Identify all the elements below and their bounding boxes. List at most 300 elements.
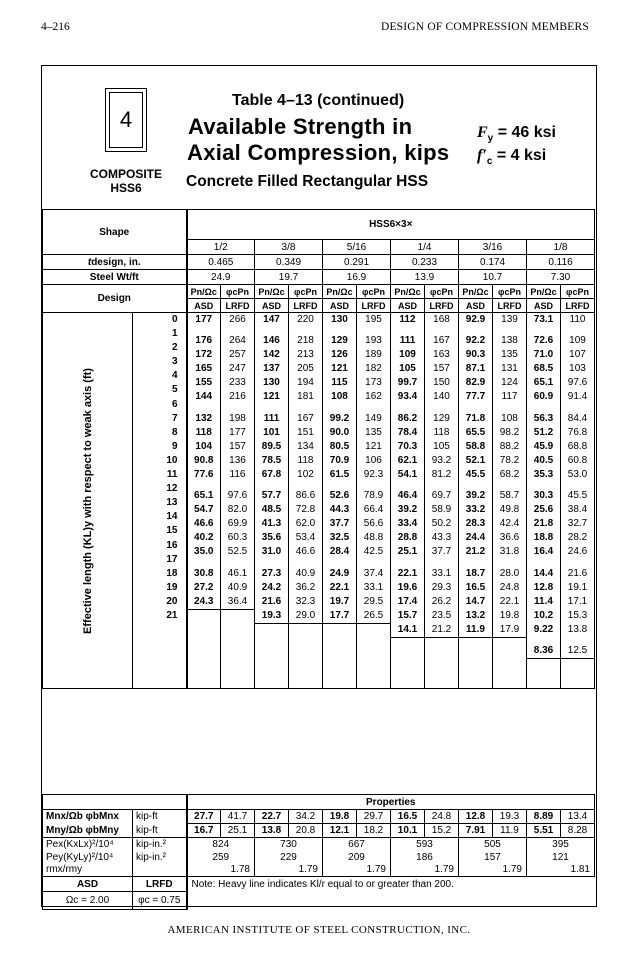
table-cell: 68.2 [499, 468, 520, 480]
table-cell: 67.8 [261, 468, 282, 480]
table-cell [323, 624, 356, 638]
table-cell: 84.4 [567, 412, 588, 424]
table-cell: 21.2 [465, 546, 486, 558]
table-cell: 173 [365, 377, 382, 389]
pn-omega-header: Pn/Ωc [459, 285, 493, 299]
table-cell: 103 [569, 363, 586, 375]
table-cell: 101 [263, 426, 280, 438]
pn-omega-header: Pn/Ωc [255, 285, 289, 299]
table-cell: 72.8 [295, 504, 316, 516]
table-cell: 56.3 [533, 412, 554, 424]
table-cell: 108 [331, 391, 348, 403]
table-cell: 165 [195, 363, 213, 375]
rr-value: 1.79 [323, 864, 391, 877]
shape-name: HSS6×3× [187, 210, 595, 240]
table-cell [221, 624, 254, 638]
table-number-box [105, 88, 147, 152]
table-cell: 149 [365, 412, 382, 424]
table-cell: 99.7 [397, 377, 418, 389]
table-cell: 151 [297, 426, 314, 438]
my-asd: 13.8 [255, 824, 289, 838]
table-cell: 105 [399, 363, 416, 375]
my-lrfd: 25.1 [221, 824, 255, 838]
phi-pn-header: φcPn [357, 285, 391, 299]
table-cell: 162 [365, 391, 382, 403]
table-cell [459, 645, 492, 659]
rr-value: 1.79 [459, 864, 527, 877]
table-cell: 2 [171, 342, 178, 354]
table-cell: 15.3 [567, 609, 588, 621]
table-subtitle: Table 4–13 (continued) [232, 92, 405, 109]
table-cell: 51.2 [533, 426, 554, 438]
table-cell: 181 [297, 391, 314, 403]
mx-asd: 19.8 [323, 810, 357, 824]
thickness-value: 0.174 [459, 255, 527, 270]
my-asd: 7.91 [459, 824, 493, 838]
table-cell: 25.1 [397, 546, 418, 558]
thickness-value: 0.465 [187, 255, 255, 270]
table-cell [357, 624, 390, 638]
my-lrfd: 18.2 [357, 824, 391, 838]
lrfd-column [289, 313, 323, 689]
effective-length-axis-label: Effective length (KL)y with respect to weak axis (ft) [81, 367, 94, 634]
my-lrfd: 8.28 [561, 824, 595, 838]
pex-value: 667 [323, 838, 391, 851]
table-cell: 193 [365, 335, 382, 347]
table-cell [221, 645, 254, 659]
table-cell: 146 [263, 335, 280, 347]
table-cell: 15.7 [397, 609, 418, 621]
table-cell: 176 [195, 335, 213, 347]
table-cell: 35.3 [533, 468, 554, 480]
mx-label: Mnx/Ωb φbMnx [43, 810, 133, 824]
asd-header: ASD [459, 299, 493, 313]
table-cell: 13 [166, 497, 178, 509]
table-cell: 129 [331, 335, 348, 347]
table-cell: 71.0 [533, 349, 554, 361]
my-unit: kip-ft [133, 824, 187, 838]
table-cell: 139 [501, 314, 518, 325]
lrfd-column [425, 313, 459, 689]
phi-pn-header: φcPn [425, 285, 459, 299]
thickness-value: 0.291 [323, 255, 391, 270]
pex-value: 395 [527, 838, 595, 851]
table-cell: 23.5 [431, 609, 452, 621]
table-cell: 105 [433, 440, 450, 452]
table-cell: 264 [229, 335, 246, 347]
table-cell: 37.4 [363, 567, 384, 579]
table-cell: 18.8 [533, 532, 554, 544]
size-header: 3/16 [459, 240, 527, 255]
table-cell: 49.8 [499, 504, 520, 516]
table-cell: 45.5 [567, 490, 588, 502]
table-cell: 87.1 [465, 363, 486, 375]
table-cell: 35.6 [261, 532, 282, 544]
table-cell: 90.3 [465, 349, 486, 361]
pn-omega-header: Pn/Ωc [527, 285, 561, 299]
table-cell: 142 [263, 349, 280, 361]
table-cell: 13.8 [567, 623, 588, 635]
pey-value: 229 [255, 851, 323, 864]
phi-pn-header: φcPn [561, 285, 595, 299]
table-cell: 14.7 [465, 595, 486, 607]
table-cell: 168 [433, 314, 450, 325]
table-cell: 98.2 [499, 426, 520, 438]
table-cell: 60.8 [567, 454, 588, 466]
table-cell: 52.5 [227, 546, 248, 558]
fy-value: $F_y = 46$ ksi [477, 124, 556, 145]
table-cell: 3 [171, 356, 178, 368]
table-cell: 266 [229, 314, 246, 325]
my-asd: 10.1 [391, 824, 425, 838]
phi-pn-header: φcPn [221, 285, 255, 299]
table-cell: 136 [229, 454, 246, 466]
table-cell: 129 [433, 412, 450, 424]
table-cell: 27.2 [194, 581, 214, 593]
table-cell: 78.9 [363, 490, 384, 502]
table-cell: 147 [263, 314, 280, 325]
mx-asd: 16.5 [391, 810, 425, 824]
asd-column [187, 313, 221, 689]
table-cell: 41.3 [261, 518, 282, 530]
table-cell: 26.5 [357, 609, 390, 624]
table-cell: 144 [195, 391, 213, 403]
table-cell: 68.8 [567, 440, 588, 452]
mx-lrfd: 34.2 [289, 810, 323, 824]
table-cell: 107 [569, 349, 586, 361]
mx-lrfd: 41.7 [221, 810, 255, 824]
table-cell: 45.5 [465, 468, 486, 480]
asd-header: ASD [391, 299, 425, 313]
table-cell: 167 [297, 412, 314, 424]
composite-line1: COMPOSITE [89, 167, 162, 181]
size-header: 1/2 [187, 240, 255, 255]
table-cell: 93.2 [431, 454, 452, 466]
rr-value: 1.79 [255, 864, 323, 877]
asd-header: ASD [187, 299, 221, 313]
table-cell: 48.5 [261, 504, 282, 516]
table-cell: 88.2 [499, 440, 520, 452]
table-cell: 77.6 [194, 468, 214, 480]
table-cell: 172 [195, 349, 213, 361]
table-cell: 111 [263, 412, 280, 424]
table-cell: 24.6 [567, 546, 588, 558]
table-cell: 182 [365, 363, 382, 375]
table-cell: 35.0 [194, 546, 214, 558]
table-cell: 17.1 [567, 595, 588, 607]
mx-lrfd: 19.3 [493, 810, 527, 824]
table-cell: 78.4 [397, 426, 418, 438]
table-cell: 19.3 [255, 609, 288, 624]
mx-asd: 12.8 [459, 810, 493, 824]
table-cell: 70.9 [329, 454, 350, 466]
table-cell [425, 645, 458, 659]
lrfd-header: LRFD [357, 299, 391, 313]
shape-label: Shape [43, 210, 187, 255]
table-cell: 216 [229, 391, 246, 403]
table-cell: 66.4 [363, 504, 384, 516]
pex-value: 824 [187, 838, 255, 851]
table-cell: 121 [331, 363, 348, 375]
my-label: Mny/Ωb φbMny [43, 824, 133, 838]
size-header: 1/8 [527, 240, 595, 255]
table-cell: 195 [365, 314, 382, 325]
thickness-value: 0.233 [391, 255, 459, 270]
table-cell: 24.2 [261, 581, 282, 593]
table-cell: 25.6 [533, 504, 554, 516]
table-cell: 7 [171, 412, 178, 424]
weight-value: 7.30 [527, 270, 595, 285]
table-cell: 24.8 [499, 581, 520, 593]
table-cell [357, 645, 390, 659]
table-cell: 90.0 [329, 426, 350, 438]
table-cell: 12.8 [533, 581, 554, 593]
table-cell: 77.7 [465, 391, 486, 403]
table-cell: 21.8 [533, 518, 554, 530]
table-cell: 9 [171, 440, 178, 452]
weight-value: 24.9 [187, 270, 255, 285]
pey-unit: kip-in.² [133, 851, 187, 864]
pey-value: 186 [391, 851, 459, 864]
table-cell: 150 [433, 377, 450, 389]
table-cell: 91.4 [567, 391, 588, 403]
table-cell: 53.0 [567, 468, 588, 480]
table-cell: 68.5 [533, 363, 554, 375]
running-head: DESIGN OF COMPRESSION MEMBERS [380, 21, 589, 33]
table-cell: 39.2 [465, 490, 486, 502]
table-cell: 33.4 [397, 518, 418, 530]
rr-value: 1.79 [391, 864, 459, 877]
table-cell: 44.3 [329, 504, 350, 516]
my-lrfd: 20.8 [289, 824, 323, 838]
table-cell: 26.2 [431, 595, 452, 607]
weight-value: 16.9 [323, 270, 391, 285]
table-cell: 118 [297, 454, 314, 466]
table-cell: 157 [229, 440, 246, 452]
table-cell: 72.6 [533, 335, 554, 347]
lrfd-header: LRFD [221, 299, 255, 313]
table-cell: 30.8 [194, 567, 214, 579]
table-cell: 137 [263, 363, 280, 375]
table-cell: 82.0 [227, 504, 248, 516]
table-cell: 92.2 [465, 335, 486, 347]
rr-label: rmx/rmy [43, 864, 133, 877]
table-cell: 32.7 [567, 518, 588, 530]
mx-asd: 22.7 [255, 810, 289, 824]
fc-value: $f'_c = 4$ ksi [477, 147, 547, 168]
asd-column [391, 313, 425, 689]
thickness-value: 0.349 [255, 255, 323, 270]
table-cell: 32.3 [295, 595, 316, 607]
table-cell: 12.5 [561, 644, 594, 659]
table-cell: 27.3 [261, 567, 282, 579]
table-cell: 6 [171, 398, 178, 410]
table-cell: 70.3 [397, 440, 418, 452]
table-cell [323, 645, 356, 659]
pex-value: 730 [255, 838, 323, 851]
table-cell: 112 [399, 314, 416, 325]
lrfd-column [493, 313, 527, 689]
table-cell: 1 [171, 328, 178, 340]
table-cell: 135 [365, 426, 382, 438]
table-cell: 17.7 [323, 609, 356, 624]
lrfd-label: LRFD [133, 877, 187, 892]
table-cell: 50.2 [431, 518, 452, 530]
table-cell: 19.8 [499, 609, 520, 621]
asd-label: ASD [43, 877, 133, 892]
table-cell: 21.6 [261, 595, 282, 607]
table-cell: 167 [433, 335, 450, 347]
design-label: Design [43, 285, 187, 313]
table-cell: 108 [501, 412, 518, 424]
lrfd-header: LRFD [425, 299, 459, 313]
table-cell: 73.1 [533, 314, 554, 325]
table-cell: 18.7 [465, 567, 486, 579]
omega-value: Ωc = 2.00 [43, 892, 133, 910]
table-frame [41, 65, 597, 907]
pn-omega-header: Pn/Ωc [187, 285, 221, 299]
table-cell: 12 [166, 483, 178, 495]
table-cell: 62.1 [397, 454, 418, 466]
table-cell: 4 [171, 370, 178, 382]
table-cell: 80.5 [329, 440, 350, 452]
pex-value: 505 [459, 838, 527, 851]
table-cell: 16.5 [465, 581, 486, 593]
table-cell: 40.2 [194, 532, 214, 544]
table-cell: 89.5 [261, 440, 282, 452]
table-cell [289, 645, 322, 659]
table-cell: 10 [166, 454, 178, 466]
table-cell: 102 [297, 468, 314, 480]
table-cell: 90.8 [194, 454, 214, 466]
table-cell: 24.4 [465, 532, 486, 544]
mx-asd: 8.89 [527, 810, 561, 824]
table-cell: 14.1 [391, 623, 424, 638]
pn-omega-header: Pn/Ωc [391, 285, 425, 299]
table-cell: 131 [501, 363, 518, 375]
table-cell: 82.9 [465, 377, 486, 389]
table-cell [255, 624, 288, 638]
table-cell [289, 624, 322, 638]
table-cell: 46.1 [227, 567, 248, 579]
table-cell: 29.0 [289, 609, 322, 624]
asd-header: ASD [255, 299, 289, 313]
table-cell: 97.6 [567, 377, 588, 389]
table-cell: 60.3 [227, 532, 248, 544]
table-cell: 132 [195, 412, 213, 424]
table-cell: 118 [195, 426, 212, 438]
pey-value: 209 [323, 851, 391, 864]
table-cell: 233 [229, 377, 246, 389]
table-cell: 46.4 [397, 490, 418, 502]
table-cell: 46.6 [295, 546, 316, 558]
table-cell: 54.1 [397, 468, 418, 480]
table-cell: 69.9 [227, 518, 248, 530]
properties-title: Properties [187, 795, 595, 810]
table-cell: 110 [569, 314, 586, 325]
rr-value: 1.78 [187, 864, 255, 877]
table-cell: 106 [365, 454, 382, 466]
table-cell: 86.6 [295, 490, 316, 502]
table-cell: 115 [331, 377, 348, 389]
length-column [133, 313, 187, 689]
table-cell: 24.9 [329, 567, 350, 579]
table-cell: 19 [166, 581, 178, 593]
table-cell: 37.7 [329, 518, 350, 530]
my-lrfd: 11.9 [493, 824, 527, 838]
table-cell: 31.0 [261, 546, 282, 558]
table-cell: 40.9 [227, 581, 248, 593]
table-cell: 157 [433, 363, 450, 375]
footer: AMERICAN INSTITUTE OF STEEL CONSTRUCTION, INC. [167, 924, 471, 936]
weight-value: 10.7 [459, 270, 527, 285]
table-cell [391, 645, 424, 659]
table-cell: 17.4 [397, 595, 418, 607]
table-cell [188, 645, 221, 659]
weight-value: 19.7 [255, 270, 323, 285]
asd-header: ASD [323, 299, 357, 313]
mx-lrfd: 24.8 [425, 810, 459, 824]
lrfd-header: LRFD [289, 299, 323, 313]
lrfd-header: LRFD [493, 299, 527, 313]
table-cell: 53.4 [295, 532, 316, 544]
table-cell: 46.6 [194, 518, 214, 530]
table-cell: 71.8 [465, 412, 486, 424]
table-cell: 11 [166, 469, 178, 481]
table-cell: 109 [569, 335, 586, 347]
table-cell: 65.5 [465, 426, 486, 438]
table-cell: 21.2 [425, 623, 458, 638]
table-cell: 9.22 [533, 623, 554, 635]
table-cell: 38.4 [567, 504, 588, 516]
table-cell: 28.4 [329, 546, 350, 558]
table-cell: 78.5 [261, 454, 282, 466]
asd-header: ASD [527, 299, 561, 313]
table-cell: 5 [171, 384, 178, 396]
thickness-label: tdesign, in. [43, 255, 187, 270]
lrfd-header: LRFD [561, 299, 595, 313]
table-cell: 11.9 [459, 623, 492, 638]
table-cell: 62.0 [295, 518, 316, 530]
table-cell: 58.9 [431, 504, 452, 516]
lrfd-column [221, 313, 255, 689]
pey-value: 121 [527, 851, 595, 864]
table-cell: 48.8 [363, 532, 384, 544]
table-cell: 22.1 [329, 581, 350, 593]
table-cell: 10.2 [533, 609, 554, 621]
table-cell: 31.8 [499, 546, 520, 558]
table-cell: 36.4 [221, 595, 254, 610]
pey-value: 157 [459, 851, 527, 864]
asd-column [255, 313, 289, 689]
table-cell: 33.2 [465, 504, 486, 516]
table-cell: 17 [166, 553, 178, 565]
lrfd-column [561, 313, 595, 689]
table-cell: 13.2 [465, 609, 486, 621]
table-cell: 104 [195, 440, 213, 452]
table-cell: 78.2 [499, 454, 520, 466]
table-cell: 126 [331, 349, 348, 361]
table-cell: 86.2 [397, 412, 418, 424]
table-cell: 247 [229, 363, 246, 375]
table-cell: 205 [297, 363, 314, 375]
table-cell: 36.6 [499, 532, 520, 544]
table-cell: 177 [195, 314, 213, 325]
table-cell: 177 [229, 426, 246, 438]
table-section-title: Concrete Filled Rectangular HSS [186, 173, 429, 190]
table-cell [493, 645, 526, 659]
mx-unit: kip-ft [133, 810, 187, 824]
